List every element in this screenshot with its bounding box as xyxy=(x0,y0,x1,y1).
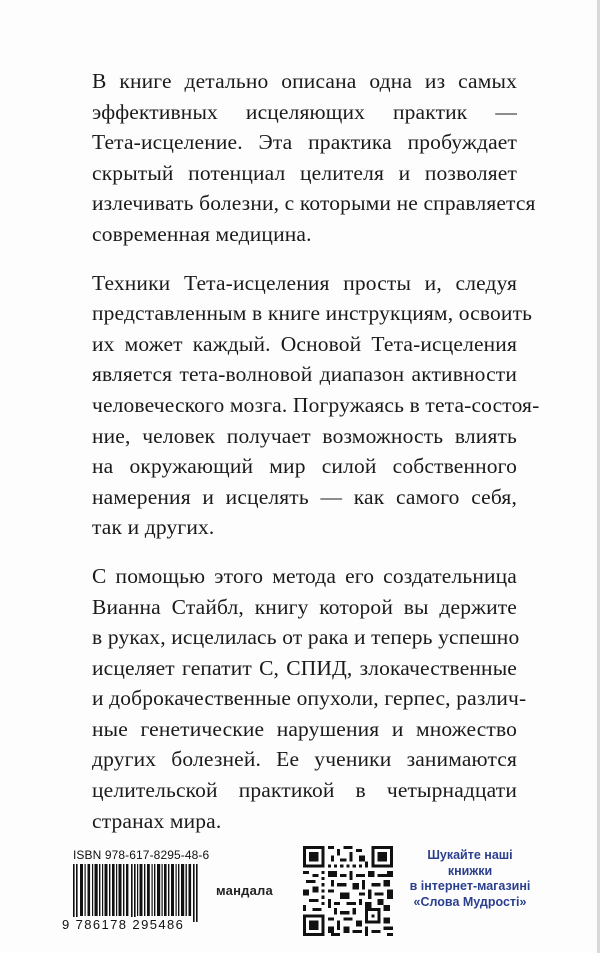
blurb-line: в руках, исцелилась от рака и теперь успешно xyxy=(92,625,520,650)
blurb-line: их может каждый. Основой Тета-исцеления xyxy=(92,331,517,356)
qr-code-icon xyxy=(303,846,393,936)
blurb-line: В книге детально описана одна из самых xyxy=(92,69,517,93)
blurb-line: странах мира. xyxy=(92,808,222,833)
blurb-line: других болезней. Ее ученики занимаются xyxy=(92,747,517,772)
barcode-icon xyxy=(73,864,203,922)
blurb-line: намерения и исцелять — как самого себя, xyxy=(92,484,517,509)
blurb-line: скрытый потенциал целителя и позволяет xyxy=(92,160,517,185)
barcode-number: 9 786178 295486 xyxy=(62,917,185,932)
blurb-line: ние, человек получает возможность влиять xyxy=(92,423,517,448)
blurb-line: представленным в книге инструкциям, освоить xyxy=(92,301,533,326)
blurb-text xyxy=(92,66,540,854)
blurb-line: эффективных исцеляющих практик — xyxy=(92,99,517,124)
publisher-logo: мандала xyxy=(216,883,273,898)
blurb-line: излечивать болезни, с которыми не справляется xyxy=(92,191,536,216)
blurb-line: С помощью этого метода его создательница xyxy=(92,563,517,588)
blurb-line: Тета-исцеление. Эта практика пробуждает xyxy=(92,130,517,155)
blurb-line: является тета-волновой диапазон активности xyxy=(92,362,517,387)
blurb-paragraph-3 xyxy=(92,561,527,836)
isbn-label: ISBN 978-617-8295-48-6 xyxy=(73,848,210,862)
blurb-line: и доброкачественные опухоли, герпес, различ- xyxy=(92,686,527,711)
promo-line-1: Шукайте наші книжки xyxy=(427,848,513,878)
blurb-line: Техники Тета-исцеления просты и, следуя xyxy=(92,270,517,295)
blurb-paragraph-1 xyxy=(92,66,536,250)
blurb-line: Вианна Стайбл, книгу которой вы держите xyxy=(92,594,517,619)
blurb-line: исцеляет гепатит С, СПИД, злокачественные xyxy=(92,655,517,680)
promo-text xyxy=(404,848,536,910)
promo-line-3: «Слова Мудрості» xyxy=(413,894,527,909)
blurb-line: так и других. xyxy=(92,515,215,540)
promo-line-2: в інтернет-магазині xyxy=(409,879,531,893)
blurb-line: человеческого мозга. Погружаясь в тета-состоя- xyxy=(92,392,540,417)
blurb-line: на окружающий мир силой собственного xyxy=(92,454,517,479)
blurb-line: целительской практикой в четырнадцати xyxy=(92,778,517,803)
blurb-line: ные генетические нарушения и множество xyxy=(92,716,517,741)
blurb-line: современная медицина. xyxy=(92,221,312,246)
blurb-paragraph-2 xyxy=(92,268,540,543)
